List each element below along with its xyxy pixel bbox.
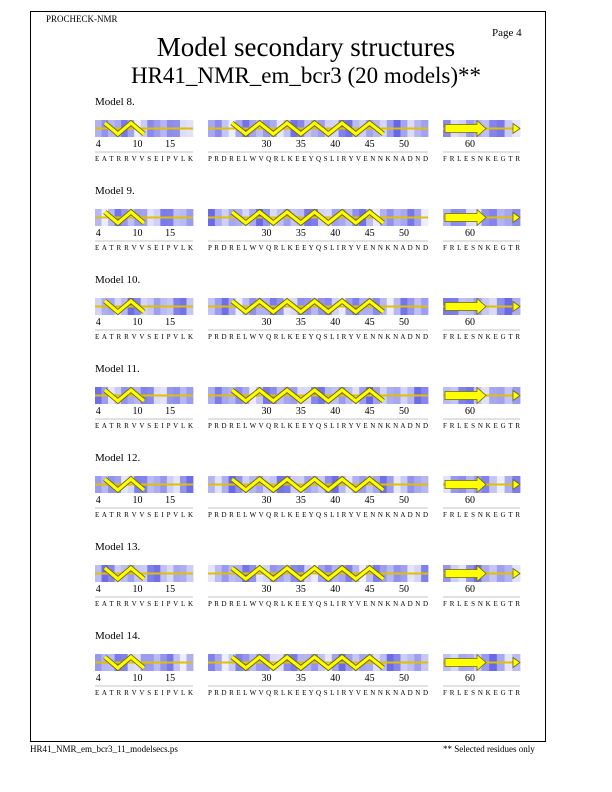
residue-tick-label: 4 [95,406,101,417]
residue-tick-label: 4 [95,228,101,239]
residue-tick-label: 50 [398,228,409,239]
segment-2 [208,654,428,697]
secondary-structure-plot [0,274,612,362]
sequence-text: E A T R R V V S E I P V L K [95,422,193,430]
residue-tick-label: 60 [464,584,475,595]
model-row [0,452,612,540]
segment-3 [443,654,520,697]
page-subtitle: HR41_NMR_em_bcr3 (20 models)** [130,63,482,88]
sequence-text: F R L E S N K E G T R [443,155,520,163]
footer-note: ** Selected residues only [443,744,535,754]
page-number: Page 4 [492,27,522,39]
segment-1 [95,565,193,608]
segment-2 [208,476,428,519]
residue-tick-label: 35 [295,584,306,595]
residue-tick-label: 60 [464,139,475,150]
residue-tick-label: 4 [95,139,101,150]
residue-tick-label: 4 [95,317,101,328]
residue-tick-label: 40 [330,317,341,328]
segment-1 [95,298,193,341]
residue-tick-label: 35 [295,139,306,150]
residue-tick-label: 50 [398,584,409,595]
sequence-text: P R D R E L W V Q R L K E E Y Q S L I R Y V E N N K N A D N D [208,333,428,341]
secondary-structure-plot [0,96,612,184]
sequence-text: F R L E S N K E G T R [443,689,520,697]
sequence-text: E A T R R V V S E I P V L K [95,511,193,519]
segment-3 [443,476,520,519]
sequence-text: E A T R R V V S E I P V L K [95,600,193,608]
segment-2 [208,120,428,163]
residue-tick-label: 60 [464,495,475,506]
residue-tick-label: 30 [261,228,272,239]
segment-1 [95,120,193,163]
residue-tick-label: 15 [165,228,176,239]
segment-1 [95,654,193,697]
segment-2 [208,565,428,608]
segment-3 [443,565,520,608]
residue-tick-label: 15 [165,317,176,328]
sequence-text: F R L E S N K E G T R [443,422,520,430]
residue-tick-label: 50 [398,406,409,417]
model-label: Model 11. [95,363,140,375]
sequence-text: F R L E S N K E G T R [443,333,520,341]
secondary-structure-plot [0,541,612,629]
model-label: Model 14. [95,630,141,642]
sequence-text: P R D R E L W V Q R L K E E Y Q S L I R Y V E N N K N A D N D [208,511,428,519]
model-label: Model 10. [95,274,141,286]
segment-2 [208,387,428,430]
model-row [0,185,612,273]
residue-tick-label: 35 [295,406,306,417]
residue-tick-label: 35 [295,228,306,239]
sequence-text: E A T R R V V S E I P V L K [95,155,193,163]
residue-tick-label: 40 [330,495,341,506]
segment-2 [208,298,428,341]
segment-1 [95,387,193,430]
residue-tick-label: 10 [132,317,143,328]
residue-tick-label: 45 [364,228,375,239]
residue-tick-label: 10 [132,495,143,506]
residue-tick-label: 40 [330,139,341,150]
residue-tick-label: 10 [132,228,143,239]
residue-tick-label: 15 [165,495,176,506]
segment-3 [443,120,520,163]
segment-3 [443,298,520,341]
residue-tick-label: 15 [165,673,176,684]
residue-tick-label: 4 [95,495,101,506]
sequence-text: F R L E S N K E G T R [443,244,520,252]
residue-tick-label: 30 [261,673,272,684]
residue-tick-label: 35 [295,673,306,684]
model-row [0,630,612,718]
residue-tick-label: 10 [132,406,143,417]
residue-tick-label: 50 [398,317,409,328]
secondary-structure-plot [0,452,612,540]
residue-tick-label: 30 [261,406,272,417]
model-label: Model 8. [95,96,135,108]
residue-tick-label: 50 [398,495,409,506]
residue-tick-label: 40 [330,673,341,684]
segment-1 [95,476,193,519]
residue-tick-label: 10 [132,584,143,595]
residue-tick-label: 15 [165,139,176,150]
footer-filename: HR41_NMR_em_bcr3_11_modelsecs.ps [30,744,178,754]
residue-tick-label: 60 [464,228,475,239]
page-title: Model secondary structures [156,32,456,62]
model-label: Model 13. [95,541,141,553]
residue-tick-label: 45 [364,317,375,328]
model-row [0,96,612,184]
residue-tick-label: 30 [261,495,272,506]
sequence-text: P R D R E L W V Q R L K E E Y Q S L I R Y V E N N K N A D N D [208,600,428,608]
segment-1 [95,209,193,252]
residue-tick-label: 30 [261,584,272,595]
secondary-structure-plot [0,630,612,718]
residue-tick-label: 35 [295,317,306,328]
residue-tick-label: 50 [398,673,409,684]
sequence-text: P R D R E L W V Q R L K E E Y Q S L I R Y V E N N K N A D N D [208,689,428,697]
residue-tick-label: 60 [464,317,475,328]
residue-tick-label: 10 [132,673,143,684]
residue-tick-label: 60 [464,673,475,684]
model-label: Model 9. [95,185,135,197]
model-row [0,274,612,362]
model-row [0,363,612,451]
residue-tick-label: 15 [165,406,176,417]
sequence-text: F R L E S N K E G T R [443,511,520,519]
residue-tick-label: 40 [330,406,341,417]
segment-3 [443,209,520,252]
residue-tick-label: 60 [464,406,475,417]
model-label: Model 12. [95,452,141,464]
residue-tick-label: 35 [295,495,306,506]
secondary-structure-plot [0,185,612,273]
sequence-text: E A T R R V V S E I P V L K [95,333,193,341]
residue-tick-label: 30 [261,317,272,328]
residue-tick-label: 30 [261,139,272,150]
residue-tick-label: 40 [330,228,341,239]
residue-tick-label: 40 [330,584,341,595]
program-name: PROCHECK-NMR [46,14,118,24]
model-row [0,541,612,629]
residue-tick-label: 10 [132,139,143,150]
sequence-text: P R D R E L W V Q R L K E E Y Q S L I R Y V E N N K N A D N D [208,244,428,252]
residue-tick-label: 4 [95,584,101,595]
segment-3 [443,387,520,430]
sequence-text: E A T R R V V S E I P V L K [95,689,193,697]
sequence-text: E A T R R V V S E I P V L K [95,244,193,252]
secondary-structure-plot [0,363,612,451]
residue-tick-label: 45 [364,406,375,417]
residue-tick-label: 45 [364,139,375,150]
residue-tick-label: 4 [95,673,101,684]
segment-2 [208,209,428,252]
residue-tick-label: 45 [364,495,375,506]
residue-tick-label: 45 [364,673,375,684]
sequence-text: P R D R E L W V Q R L K E E Y Q S L I R Y V E N N K N A D N D [208,155,428,163]
residue-tick-label: 45 [364,584,375,595]
sequence-text: P R D R E L W V Q R L K E E Y Q S L I R Y V E N N K N A D N D [208,422,428,430]
residue-tick-label: 50 [398,139,409,150]
residue-tick-label: 15 [165,584,176,595]
sequence-text: F R L E S N K E G T R [443,600,520,608]
